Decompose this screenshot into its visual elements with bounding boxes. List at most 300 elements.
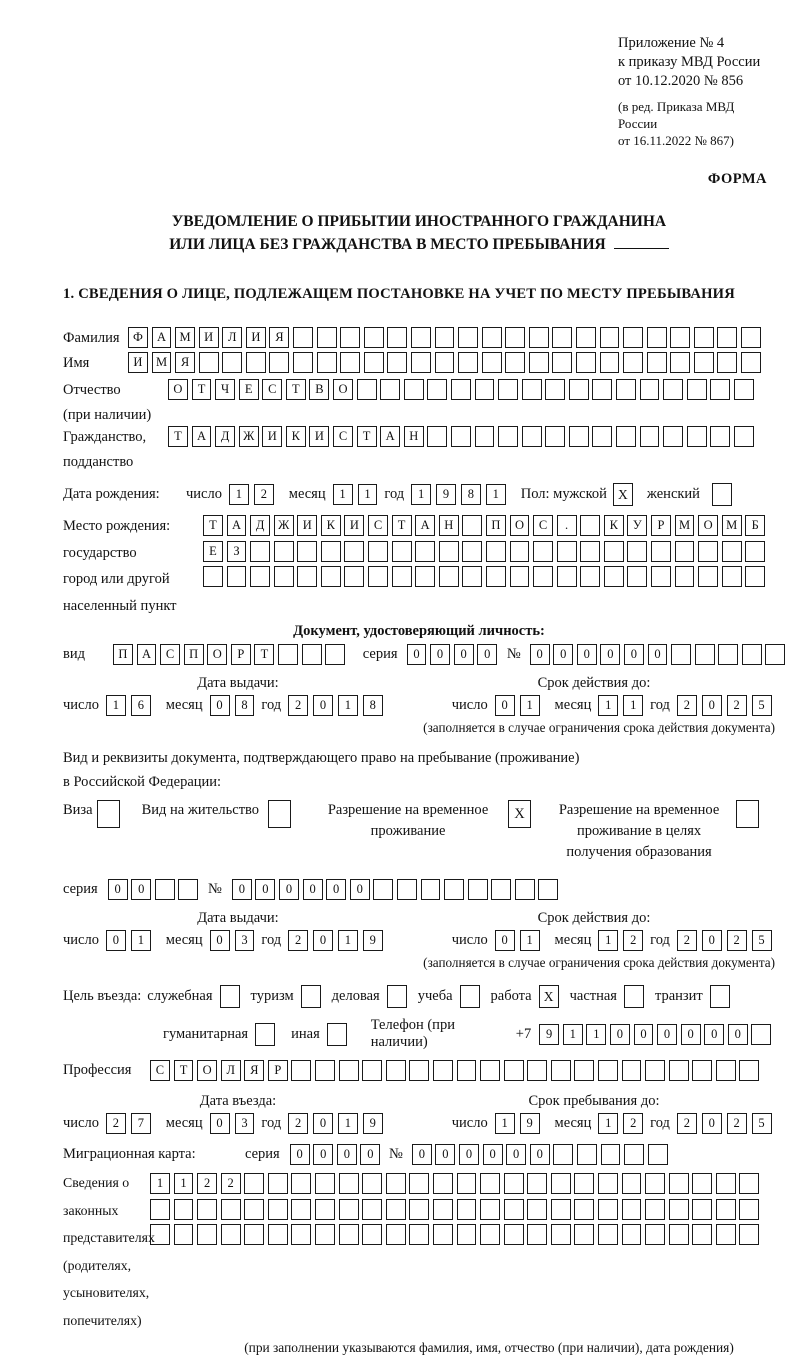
year-digit-cell[interactable]: 9 [363, 930, 383, 951]
char-cell[interactable]: И [128, 352, 148, 373]
char-cell[interactable] [616, 426, 636, 447]
char-cell[interactable] [293, 327, 313, 348]
char-cell[interactable]: И [246, 327, 266, 348]
char-cell[interactable] [675, 541, 695, 562]
char-cell[interactable] [552, 327, 572, 348]
char-cell[interactable] [600, 327, 620, 348]
char-cell[interactable] [368, 566, 388, 587]
char-cell[interactable] [527, 1060, 547, 1081]
char-cell[interactable] [174, 1224, 194, 1245]
char-cell[interactable] [415, 566, 435, 587]
char-cell[interactable] [482, 327, 502, 348]
char-cell[interactable] [380, 379, 400, 400]
year-digit-cell[interactable]: 1 [486, 484, 506, 505]
visa-checkbox[interactable] [97, 800, 120, 828]
purpose-work-checkbox[interactable]: X [539, 985, 559, 1008]
char-cell[interactable] [716, 1224, 736, 1245]
char-cell[interactable] [598, 1173, 618, 1194]
char-cell[interactable]: 0 [108, 879, 128, 900]
char-cell[interactable]: 0 [350, 879, 370, 900]
year-digit-cell[interactable]: 2 [288, 1113, 308, 1134]
month-digit-cell[interactable]: 1 [623, 695, 643, 716]
char-cell[interactable] [675, 566, 695, 587]
char-cell[interactable] [297, 541, 317, 562]
year-digit-cell[interactable]: 2 [727, 695, 747, 716]
char-cell[interactable] [409, 1173, 429, 1194]
char-cell[interactable] [468, 879, 488, 900]
day-digit-cell[interactable]: 1 [131, 930, 151, 951]
char-cell[interactable] [339, 1224, 359, 1245]
char-cell[interactable]: 0 [454, 644, 474, 665]
char-cell[interactable] [291, 1173, 311, 1194]
char-cell[interactable]: Т [286, 379, 306, 400]
char-cell[interactable]: 0 [530, 1144, 550, 1165]
char-cell[interactable]: 0 [412, 1144, 432, 1165]
char-cell[interactable] [250, 541, 270, 562]
char-cell[interactable]: Ж [274, 515, 294, 536]
year-digit-cell[interactable]: 5 [752, 695, 772, 716]
day-digit-cell[interactable]: 1 [520, 695, 540, 716]
char-cell[interactable]: 0 [600, 644, 620, 665]
char-cell[interactable]: С [262, 379, 282, 400]
char-cell[interactable] [698, 566, 718, 587]
year-digit-cell[interactable]: 2 [677, 695, 697, 716]
char-cell[interactable] [624, 1144, 644, 1165]
char-cell[interactable] [622, 1060, 642, 1081]
year-digit-cell[interactable]: 2 [288, 930, 308, 951]
char-cell[interactable] [339, 1173, 359, 1194]
char-cell[interactable] [439, 541, 459, 562]
char-cell[interactable] [462, 541, 482, 562]
char-cell[interactable] [580, 566, 600, 587]
char-cell[interactable] [598, 1060, 618, 1081]
char-cell[interactable]: П [184, 644, 204, 665]
char-cell[interactable] [409, 1224, 429, 1245]
day-digit-cell[interactable]: 7 [131, 1113, 151, 1134]
char-cell[interactable]: Я [244, 1060, 264, 1081]
char-cell[interactable] [574, 1060, 594, 1081]
char-cell[interactable]: 0 [313, 1144, 333, 1165]
char-cell[interactable] [444, 879, 464, 900]
month-digit-cell[interactable]: 1 [358, 484, 378, 505]
char-cell[interactable]: А [227, 515, 247, 536]
char-cell[interactable] [174, 1199, 194, 1220]
char-cell[interactable]: Т [392, 515, 412, 536]
char-cell[interactable] [491, 879, 511, 900]
char-cell[interactable]: Т [357, 426, 377, 447]
char-cell[interactable] [433, 1060, 453, 1081]
char-cell[interactable]: 0 [506, 1144, 526, 1165]
char-cell[interactable] [340, 352, 360, 373]
char-cell[interactable] [751, 1024, 771, 1045]
char-cell[interactable] [197, 1224, 217, 1245]
char-cell[interactable] [551, 1199, 571, 1220]
char-cell[interactable] [745, 541, 765, 562]
char-cell[interactable] [315, 1173, 335, 1194]
char-cell[interactable] [178, 879, 198, 900]
day-digit-cell[interactable]: 0 [495, 930, 515, 951]
char-cell[interactable] [244, 1224, 264, 1245]
char-cell[interactable] [694, 327, 714, 348]
char-cell[interactable]: 0 [360, 1144, 380, 1165]
char-cell[interactable]: 0 [279, 879, 299, 900]
char-cell[interactable]: С [368, 515, 388, 536]
char-cell[interactable] [600, 352, 620, 373]
char-cell[interactable] [692, 1060, 712, 1081]
char-cell[interactable] [551, 1173, 571, 1194]
char-cell[interactable]: М [675, 515, 695, 536]
char-cell[interactable] [357, 379, 377, 400]
year-digit-cell[interactable]: 2 [727, 930, 747, 951]
char-cell[interactable] [669, 1060, 689, 1081]
char-cell[interactable] [598, 1224, 618, 1245]
char-cell[interactable]: О [197, 1060, 217, 1081]
char-cell[interactable]: М [175, 327, 195, 348]
char-cell[interactable]: 0 [610, 1024, 630, 1045]
char-cell[interactable] [576, 327, 596, 348]
char-cell[interactable] [344, 566, 364, 587]
char-cell[interactable] [645, 1224, 665, 1245]
char-cell[interactable]: 0 [681, 1024, 701, 1045]
day-digit-cell[interactable]: 2 [254, 484, 274, 505]
char-cell[interactable]: А [192, 426, 212, 447]
year-digit-cell[interactable]: 1 [411, 484, 431, 505]
char-cell[interactable] [462, 515, 482, 536]
char-cell[interactable] [551, 1224, 571, 1245]
char-cell[interactable] [293, 352, 313, 373]
char-cell[interactable] [553, 1144, 573, 1165]
char-cell[interactable] [451, 426, 471, 447]
char-cell[interactable]: 1 [563, 1024, 583, 1045]
char-cell[interactable] [362, 1060, 382, 1081]
char-cell[interactable] [291, 1060, 311, 1081]
month-digit-cell[interactable]: 1 [598, 695, 618, 716]
char-cell[interactable] [362, 1199, 382, 1220]
char-cell[interactable]: Ф [128, 327, 148, 348]
char-cell[interactable]: 0 [634, 1024, 654, 1045]
month-digit-cell[interactable]: 8 [235, 695, 255, 716]
char-cell[interactable] [510, 566, 530, 587]
char-cell[interactable] [268, 1224, 288, 1245]
char-cell[interactable]: Ч [215, 379, 235, 400]
char-cell[interactable] [457, 1224, 477, 1245]
char-cell[interactable] [505, 327, 525, 348]
char-cell[interactable] [734, 379, 754, 400]
char-cell[interactable]: Ж [239, 426, 259, 447]
char-cell[interactable] [504, 1224, 524, 1245]
year-digit-cell[interactable]: 2 [677, 930, 697, 951]
year-digit-cell[interactable]: 0 [313, 1113, 333, 1134]
day-digit-cell[interactable]: 2 [106, 1113, 126, 1134]
year-digit-cell[interactable]: 0 [313, 930, 333, 951]
char-cell[interactable] [274, 566, 294, 587]
char-cell[interactable] [569, 426, 589, 447]
char-cell[interactable]: Р [651, 515, 671, 536]
char-cell[interactable] [457, 1173, 477, 1194]
char-cell[interactable]: 0 [657, 1024, 677, 1045]
char-cell[interactable] [411, 352, 431, 373]
year-digit-cell[interactable]: 0 [702, 1113, 722, 1134]
char-cell[interactable] [598, 1199, 618, 1220]
char-cell[interactable]: Т [254, 644, 274, 665]
char-cell[interactable] [462, 566, 482, 587]
char-cell[interactable]: Т [174, 1060, 194, 1081]
month-digit-cell[interactable]: 0 [210, 1113, 230, 1134]
char-cell[interactable] [498, 379, 518, 400]
year-digit-cell[interactable]: 9 [363, 1113, 383, 1134]
char-cell[interactable] [577, 1144, 597, 1165]
char-cell[interactable] [717, 352, 737, 373]
char-cell[interactable] [522, 379, 542, 400]
char-cell[interactable] [373, 879, 393, 900]
char-cell[interactable] [480, 1224, 500, 1245]
char-cell[interactable] [671, 644, 691, 665]
year-digit-cell[interactable]: 1 [338, 1113, 358, 1134]
char-cell[interactable] [457, 1060, 477, 1081]
day-digit-cell[interactable]: 1 [520, 930, 540, 951]
char-cell[interactable]: Т [203, 515, 223, 536]
char-cell[interactable] [552, 352, 572, 373]
char-cell[interactable]: О [207, 644, 227, 665]
char-cell[interactable] [651, 541, 671, 562]
char-cell[interactable] [692, 1199, 712, 1220]
purpose-private-checkbox[interactable] [624, 985, 644, 1008]
char-cell[interactable]: 0 [131, 879, 151, 900]
char-cell[interactable] [451, 379, 471, 400]
month-digit-cell[interactable]: 0 [210, 930, 230, 951]
char-cell[interactable] [250, 566, 270, 587]
char-cell[interactable]: О [698, 515, 718, 536]
char-cell[interactable] [274, 541, 294, 562]
char-cell[interactable] [645, 1173, 665, 1194]
char-cell[interactable] [339, 1060, 359, 1081]
char-cell[interactable]: 0 [483, 1144, 503, 1165]
char-cell[interactable] [647, 352, 667, 373]
char-cell[interactable] [604, 566, 624, 587]
char-cell[interactable] [574, 1173, 594, 1194]
char-cell[interactable] [627, 541, 647, 562]
char-cell[interactable]: П [486, 515, 506, 536]
char-cell[interactable]: 0 [728, 1024, 748, 1045]
char-cell[interactable]: 0 [337, 1144, 357, 1165]
char-cell[interactable] [623, 352, 643, 373]
char-cell[interactable] [687, 379, 707, 400]
char-cell[interactable]: 2 [197, 1173, 217, 1194]
char-cell[interactable]: 0 [577, 644, 597, 665]
day-digit-cell[interactable]: 6 [131, 695, 151, 716]
char-cell[interactable]: Н [439, 515, 459, 536]
char-cell[interactable] [221, 1224, 241, 1245]
char-cell[interactable] [529, 352, 549, 373]
char-cell[interactable]: . [557, 515, 577, 536]
char-cell[interactable] [576, 352, 596, 373]
year-digit-cell[interactable]: 0 [702, 930, 722, 951]
char-cell[interactable]: 1 [586, 1024, 606, 1045]
year-digit-cell[interactable]: 0 [702, 695, 722, 716]
month-digit-cell[interactable]: 1 [598, 930, 618, 951]
char-cell[interactable]: З [227, 541, 247, 562]
char-cell[interactable] [648, 1144, 668, 1165]
char-cell[interactable] [302, 644, 322, 665]
char-cell[interactable] [533, 541, 553, 562]
purpose-official-checkbox[interactable] [220, 985, 240, 1008]
char-cell[interactable] [339, 1199, 359, 1220]
char-cell[interactable]: 0 [303, 879, 323, 900]
char-cell[interactable] [480, 1173, 500, 1194]
char-cell[interactable] [278, 644, 298, 665]
char-cell[interactable] [698, 541, 718, 562]
char-cell[interactable] [362, 1173, 382, 1194]
char-cell[interactable]: И [199, 327, 219, 348]
char-cell[interactable]: 0 [407, 644, 427, 665]
char-cell[interactable]: 0 [255, 879, 275, 900]
year-digit-cell[interactable]: 2 [727, 1113, 747, 1134]
char-cell[interactable]: У [627, 515, 647, 536]
sex-male-checkbox[interactable]: X [613, 483, 633, 506]
char-cell[interactable] [439, 566, 459, 587]
char-cell[interactable] [545, 426, 565, 447]
char-cell[interactable] [622, 1173, 642, 1194]
char-cell[interactable] [722, 541, 742, 562]
char-cell[interactable] [315, 1224, 335, 1245]
char-cell[interactable] [415, 541, 435, 562]
char-cell[interactable] [645, 1199, 665, 1220]
char-cell[interactable] [155, 879, 175, 900]
char-cell[interactable] [522, 426, 542, 447]
char-cell[interactable] [765, 644, 785, 665]
char-cell[interactable] [386, 1224, 406, 1245]
temp-residence-edu-checkbox[interactable] [736, 800, 759, 828]
char-cell[interactable] [221, 1199, 241, 1220]
char-cell[interactable] [480, 1199, 500, 1220]
char-cell[interactable]: П [113, 644, 133, 665]
char-cell[interactable] [574, 1224, 594, 1245]
char-cell[interactable] [427, 426, 447, 447]
char-cell[interactable] [622, 1224, 642, 1245]
char-cell[interactable]: Р [268, 1060, 288, 1081]
sex-female-checkbox[interactable] [712, 483, 732, 506]
char-cell[interactable]: А [137, 644, 157, 665]
char-cell[interactable] [362, 1224, 382, 1245]
char-cell[interactable]: 0 [435, 1144, 455, 1165]
char-cell[interactable] [527, 1224, 547, 1245]
char-cell[interactable] [397, 879, 417, 900]
char-cell[interactable]: 2 [221, 1173, 241, 1194]
char-cell[interactable] [551, 1060, 571, 1081]
char-cell[interactable] [504, 1173, 524, 1194]
char-cell[interactable] [622, 1199, 642, 1220]
residence-permit-checkbox[interactable] [268, 800, 291, 828]
char-cell[interactable]: 0 [704, 1024, 724, 1045]
char-cell[interactable]: 0 [430, 644, 450, 665]
char-cell[interactable] [505, 352, 525, 373]
char-cell[interactable] [670, 327, 690, 348]
char-cell[interactable] [717, 327, 737, 348]
purpose-transit-checkbox[interactable] [710, 985, 730, 1008]
char-cell[interactable] [745, 566, 765, 587]
char-cell[interactable]: С [150, 1060, 170, 1081]
purpose-other-checkbox[interactable] [327, 1023, 347, 1046]
char-cell[interactable] [458, 327, 478, 348]
char-cell[interactable] [392, 541, 412, 562]
char-cell[interactable]: И [309, 426, 329, 447]
month-digit-cell[interactable]: 2 [623, 1113, 643, 1134]
day-digit-cell[interactable]: 9 [520, 1113, 540, 1134]
char-cell[interactable]: К [286, 426, 306, 447]
char-cell[interactable] [315, 1060, 335, 1081]
char-cell[interactable] [409, 1199, 429, 1220]
char-cell[interactable] [482, 352, 502, 373]
char-cell[interactable]: Т [168, 426, 188, 447]
char-cell[interactable] [718, 644, 738, 665]
char-cell[interactable] [692, 1224, 712, 1245]
char-cell[interactable] [199, 352, 219, 373]
char-cell[interactable]: 9 [539, 1024, 559, 1045]
char-cell[interactable] [457, 1199, 477, 1220]
char-cell[interactable] [669, 1199, 689, 1220]
char-cell[interactable] [268, 1199, 288, 1220]
char-cell[interactable] [504, 1060, 524, 1081]
char-cell[interactable] [663, 426, 683, 447]
char-cell[interactable] [627, 566, 647, 587]
month-digit-cell[interactable]: 3 [235, 930, 255, 951]
char-cell[interactable] [480, 1060, 500, 1081]
char-cell[interactable] [694, 352, 714, 373]
char-cell[interactable]: 0 [553, 644, 573, 665]
char-cell[interactable] [486, 541, 506, 562]
char-cell[interactable] [742, 644, 762, 665]
char-cell[interactable]: С [160, 644, 180, 665]
char-cell[interactable]: Н [404, 426, 424, 447]
char-cell[interactable] [244, 1173, 264, 1194]
year-digit-cell[interactable]: 5 [752, 1113, 772, 1134]
char-cell[interactable] [433, 1224, 453, 1245]
year-digit-cell[interactable]: 1 [338, 930, 358, 951]
char-cell[interactable] [515, 879, 535, 900]
char-cell[interactable] [569, 379, 589, 400]
year-digit-cell[interactable]: 0 [313, 695, 333, 716]
char-cell[interactable] [574, 1199, 594, 1220]
char-cell[interactable]: 1 [150, 1173, 170, 1194]
char-cell[interactable]: Д [215, 426, 235, 447]
char-cell[interactable] [321, 541, 341, 562]
day-digit-cell[interactable]: 0 [495, 695, 515, 716]
char-cell[interactable] [386, 1173, 406, 1194]
year-digit-cell[interactable]: 9 [436, 484, 456, 505]
day-digit-cell[interactable]: 1 [106, 695, 126, 716]
char-cell[interactable] [364, 352, 384, 373]
char-cell[interactable] [475, 426, 495, 447]
char-cell[interactable] [687, 426, 707, 447]
char-cell[interactable] [387, 327, 407, 348]
char-cell[interactable]: М [152, 352, 172, 373]
year-digit-cell[interactable]: 1 [338, 695, 358, 716]
day-digit-cell[interactable]: 0 [106, 930, 126, 951]
char-cell[interactable] [315, 1199, 335, 1220]
char-cell[interactable] [340, 327, 360, 348]
char-cell[interactable] [722, 566, 742, 587]
char-cell[interactable] [716, 1173, 736, 1194]
char-cell[interactable]: Р [231, 644, 251, 665]
month-digit-cell[interactable]: 0 [210, 695, 230, 716]
char-cell[interactable] [498, 426, 518, 447]
char-cell[interactable] [741, 327, 761, 348]
char-cell[interactable] [387, 352, 407, 373]
char-cell[interactable]: К [604, 515, 624, 536]
char-cell[interactable]: 0 [477, 644, 497, 665]
char-cell[interactable] [433, 1199, 453, 1220]
char-cell[interactable]: А [152, 327, 172, 348]
